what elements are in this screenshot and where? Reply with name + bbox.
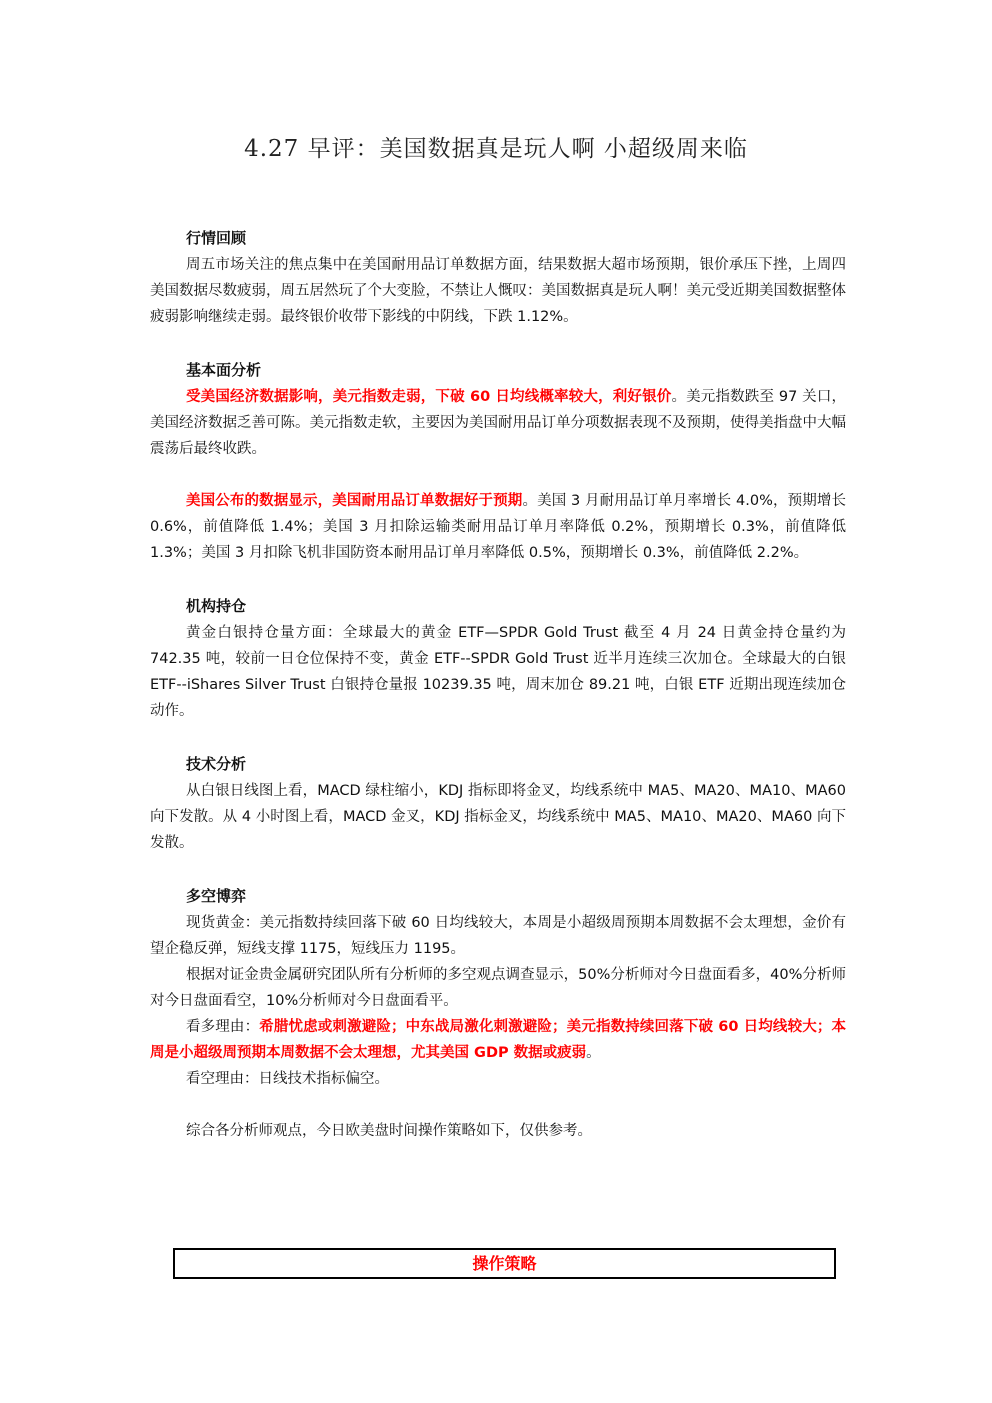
bull-highlight: 希腊忧虑或刺激避险；中东战局激化刺激避险；美元指数持续回落下破 60 日均线较大；本周是小超级周预期本周数据不会太理想，尤其美国 GDP 数据或疲弱 bbox=[150, 1019, 847, 1061]
article-body bbox=[150, 224, 846, 1144]
review-paragraph: 周五市场关注的焦点集中在美国耐用品订单数据方面，结果数据大超市场预期，银价承压下挫，上周四美国数据尽数疲弱，周五居然玩了个大变脸，不禁让人慨叹：美国数据真是玩人啊！美元受近期美国数据整体疲弱影响继续走弱。最终银价收带下影线的中阴线，下跌 1.12%。 bbox=[150, 257, 846, 325]
debate-paragraph-gold: 现货黄金：美元指数持续回落下破 60 日均线较大，本周是小超级周预期本周数据不会太理想，金价有望企稳反弹，短线支撑 1175，短线压力 1195。 bbox=[150, 915, 846, 957]
technical-paragraph: 从白银日线图上看，MACD 绿柱缩小，KDJ 指标即将金叉，均线系统中 MA5、MA20、MA10、MA60 向下发散。从 4 小时图上看，MACD 金叉，KDJ 指标金叉，均线系统中 MA5、MA10、MA20、MA60 向下发散。 bbox=[150, 783, 846, 851]
heading-review: 行情回顾 bbox=[186, 229, 247, 247]
heading-debate: 多空博弈 bbox=[186, 887, 247, 905]
debate-bear-reasons: 看空理由：日线技术指标偏空。 bbox=[186, 1071, 389, 1087]
fundamental-paragraph-1 bbox=[150, 384, 846, 462]
strategy-header-box: 操作策略 bbox=[173, 1248, 836, 1279]
debate-summary: 综合各分析师观点，今日欧美盘时间操作策略如下，仅供参考。 bbox=[186, 1123, 592, 1139]
holdings-paragraph: 黄金白银持仓量方面：全球最大的黄金 ETF—SPDR Gold Trust 截至 4 月 24 日黄金持仓量约为 742.35 吨，较前一日仓位保持不变，黄金 ETF--SPDR Gold Trust 近半月连续三次加仓。全球最大的白银 ETF--iShares Silver Trust 白银持仓量报 10239.35 吨，周末加仓 89.21 吨，白银 ETF 近期出现连续加仓动作。 bbox=[150, 625, 846, 719]
bull-end: 。 bbox=[586, 1045, 601, 1061]
fundamental-highlight-2: 美国公布的数据显示，美国耐用品订单数据好于预期 bbox=[186, 493, 523, 509]
heading-holdings: 机构持仓 bbox=[186, 597, 247, 615]
fundamental-highlight-1: 受美国经济数据影响，美元指数走弱，下破 60 日均线概率较大，利好银价 bbox=[186, 389, 672, 405]
heading-fundamental: 基本面分析 bbox=[186, 361, 262, 379]
debate-bull-reasons bbox=[150, 1014, 846, 1066]
fundamental-paragraph-2 bbox=[150, 488, 846, 566]
page-title: 4.27 早评：美国数据真是玩人啊 小超级周来临 bbox=[244, 136, 748, 162]
bull-label: 看多理由： bbox=[186, 1019, 260, 1035]
fundamental-text-1: 。美元指数跌至 97 关口，美国经济数据乏善可陈。美元指数走软，主要因为美国耐用品订单分项数据表现不及预期，使得美指盘中大幅震荡后最终收跌。 bbox=[150, 389, 846, 457]
debate-paragraph-survey: 根据对证金贵金属研究团队所有分析师的多空观点调查显示，50%分析师对今日盘面看多，40%分析师对今日盘面看空，10%分析师对今日盘面看平。 bbox=[150, 967, 846, 1009]
heading-technical: 技术分析 bbox=[186, 755, 247, 773]
fundamental-text-2: 。美国 3 月耐用品订单月率增长 4.0%，预期增长 0.6%，前值降低 1.4%；美国 3 月扣除运输类耐用品订单月率降低 0.2%，预期增长 0.3%，前值降低 1.3%；美国 3 月扣除飞机非国防资本耐用品订单月率降低 0.5%，预期增长 0.3%，前值降低 2.2%。 bbox=[150, 493, 847, 561]
